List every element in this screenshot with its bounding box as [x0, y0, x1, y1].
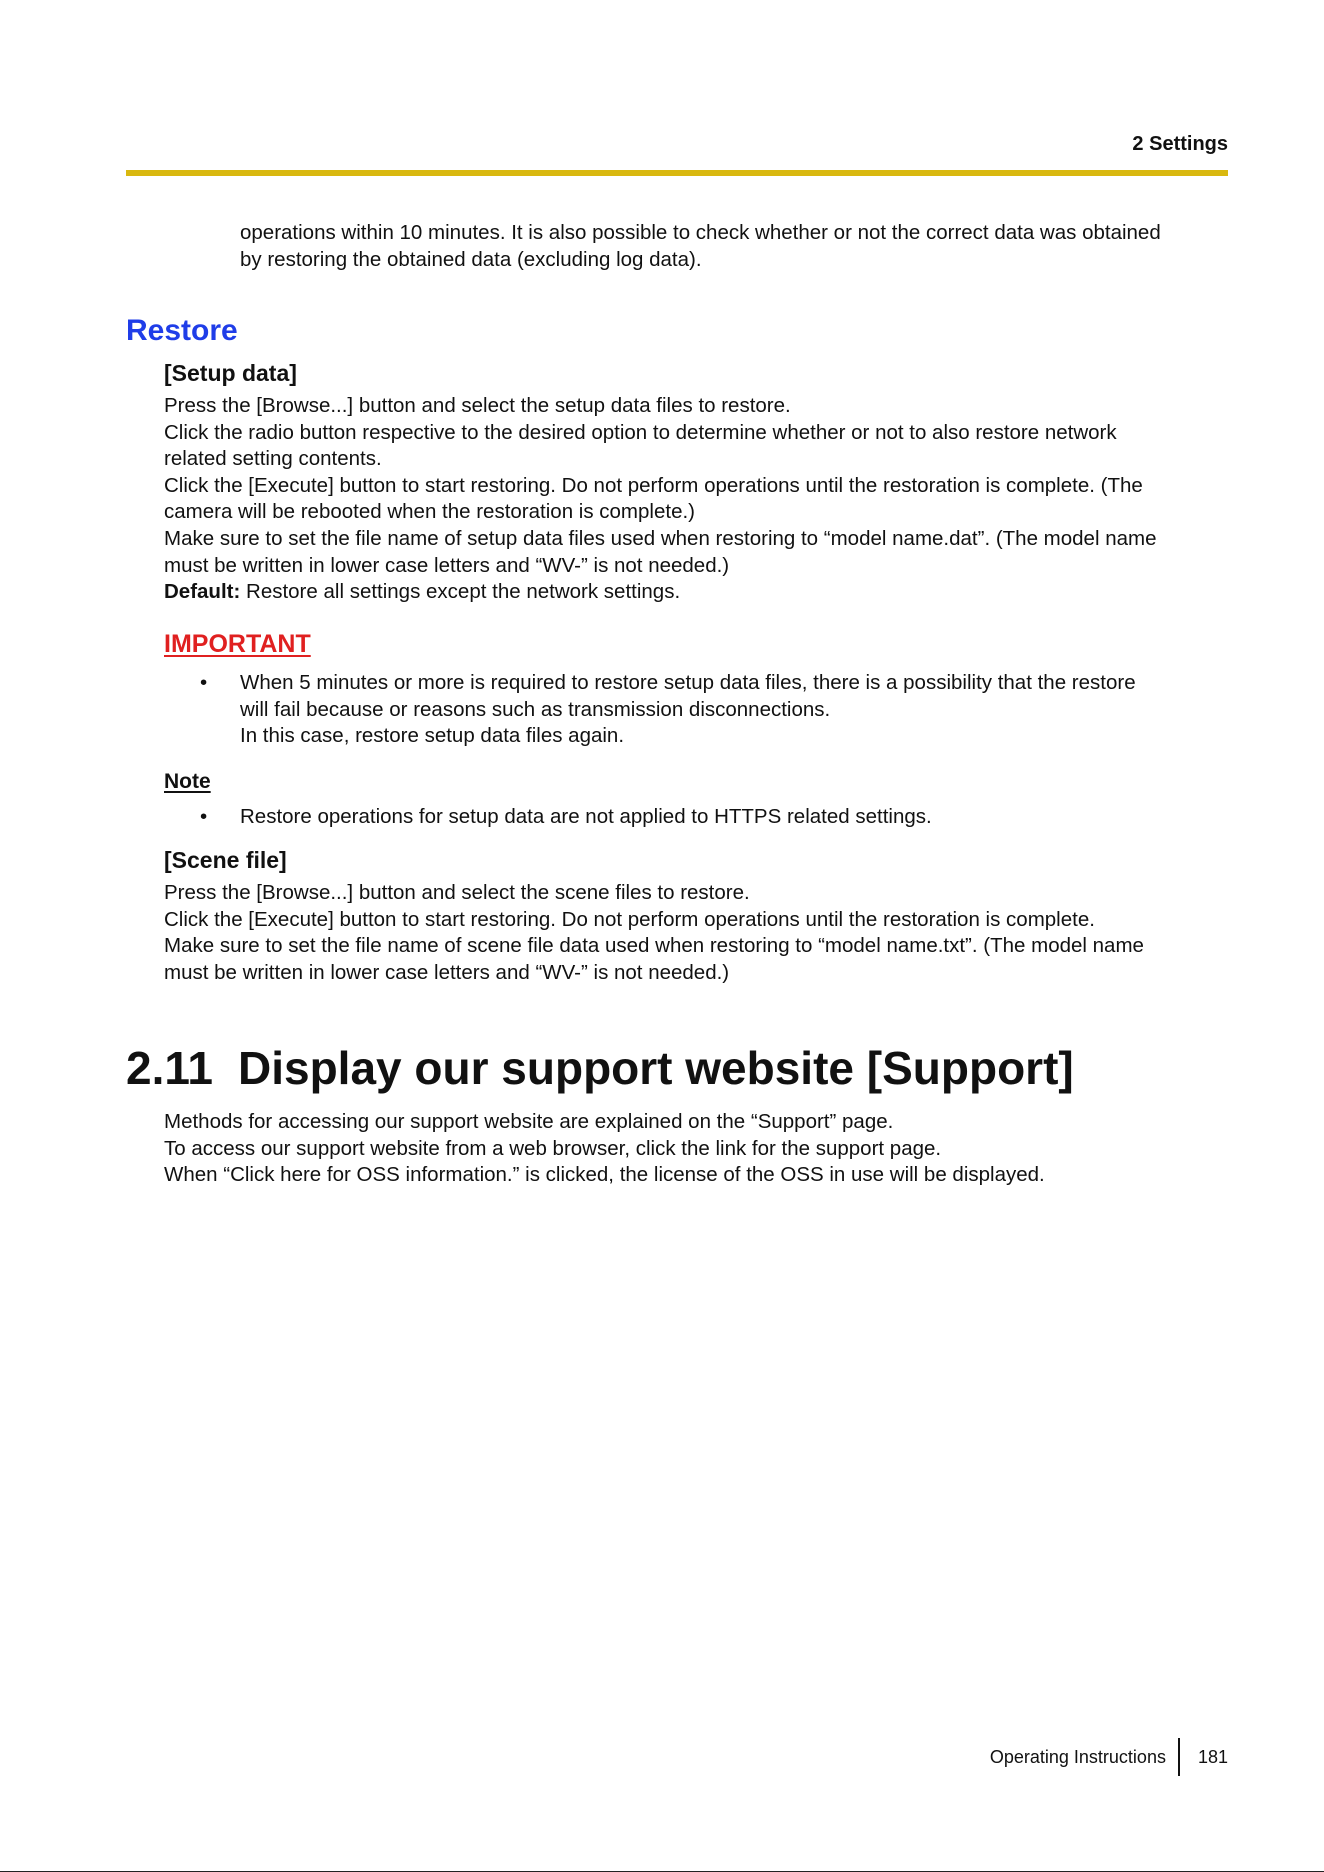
important-line: In this case, restore setup data files again. — [240, 724, 625, 748]
page-footer — [990, 1738, 1228, 1776]
scene-file-line: must be written in lower case letters and “WV-” is not needed.) — [164, 960, 730, 984]
scene-file-line: Click the [Execute] button to start restoring. Do not perform operations until the restoration is complete. — [164, 907, 1095, 931]
setup-data-line: Click the radio button respective to the desired option to determine whether or not to also restore network — [164, 420, 1117, 444]
default-value: Restore all settings except the network settings. — [240, 580, 681, 604]
footer-doc-name: Operating Instructions — [989, 1746, 1166, 1767]
scene-file-line: Make sure to set the file name of scene file data used when restoring to “model name.txt”. (The model name — [164, 934, 1144, 958]
setup-data-line: related setting contents. — [164, 447, 382, 471]
note-heading: Note — [164, 770, 211, 793]
important-heading: IMPORTANT — [164, 630, 311, 658]
list-item — [200, 804, 1228, 831]
chapter-title: Display our support website [Support] — [238, 1042, 1074, 1094]
bullet-icon: • — [200, 805, 208, 828]
chapter-number: 2.11 — [126, 1042, 213, 1094]
important-list — [200, 670, 1228, 750]
setup-data-line: Press the [Browse...] button and select the setup data files to restore. — [164, 394, 791, 417]
important-line: When 5 minutes or more is required to restore setup data files, there is a possibility that the restore — [240, 671, 1136, 694]
intro-line: operations within 10 minutes. It is also possible to check whether or not the correct data was obtained — [240, 221, 1161, 244]
support-line: Methods for accessing our support website are explained on the “Support” page. — [164, 1110, 894, 1133]
setup-data-line: Make sure to set the file name of setup data files used when restoring to “model name.dat”. (The model name — [164, 526, 1157, 550]
chapter-heading — [126, 1041, 1074, 1095]
bullet-icon: • — [200, 671, 208, 694]
scene-file-block — [164, 847, 1228, 986]
note-list — [200, 804, 1228, 831]
important-line: will fail because or reasons such as transmission disconnections. — [240, 697, 831, 721]
default-label: Default: — [164, 580, 241, 604]
support-block — [164, 1109, 1228, 1189]
scene-file-line: Press the [Browse...] button and select the scene files to restore. — [164, 881, 750, 904]
intro-paragraph — [240, 220, 1228, 273]
setup-data-line: must be written in lower case letters and “WV-” is not needed.) — [164, 553, 730, 577]
setup-data-line: camera will be rebooted when the restoration is complete.) — [164, 500, 695, 524]
scene-file-heading: [Scene file] — [164, 847, 287, 873]
default-setting — [164, 579, 1228, 606]
intro-line: by restoring the obtained data (excluding log data). — [240, 247, 702, 271]
restore-heading: Restore — [126, 314, 238, 347]
setup-data-heading: [Setup data] — [164, 360, 297, 386]
setup-data-block — [164, 360, 1228, 606]
support-line: To access our support website from a web browser, click the link for the support page. — [164, 1136, 942, 1160]
note-line: Restore operations for setup data are not applied to HTTPS related settings. — [240, 805, 932, 828]
list-item — [200, 670, 1228, 750]
header-rule — [126, 170, 1228, 176]
running-header-title: 2 Settings — [1132, 133, 1228, 155]
page-number: 181 — [1197, 1746, 1228, 1767]
setup-data-line: Click the [Execute] button to start restoring. Do not perform operations until the restoration is complete. (The — [164, 473, 1143, 497]
support-line: When “Click here for OSS information.” is clicked, the license of the OSS in use will be displayed. — [164, 1163, 1045, 1187]
